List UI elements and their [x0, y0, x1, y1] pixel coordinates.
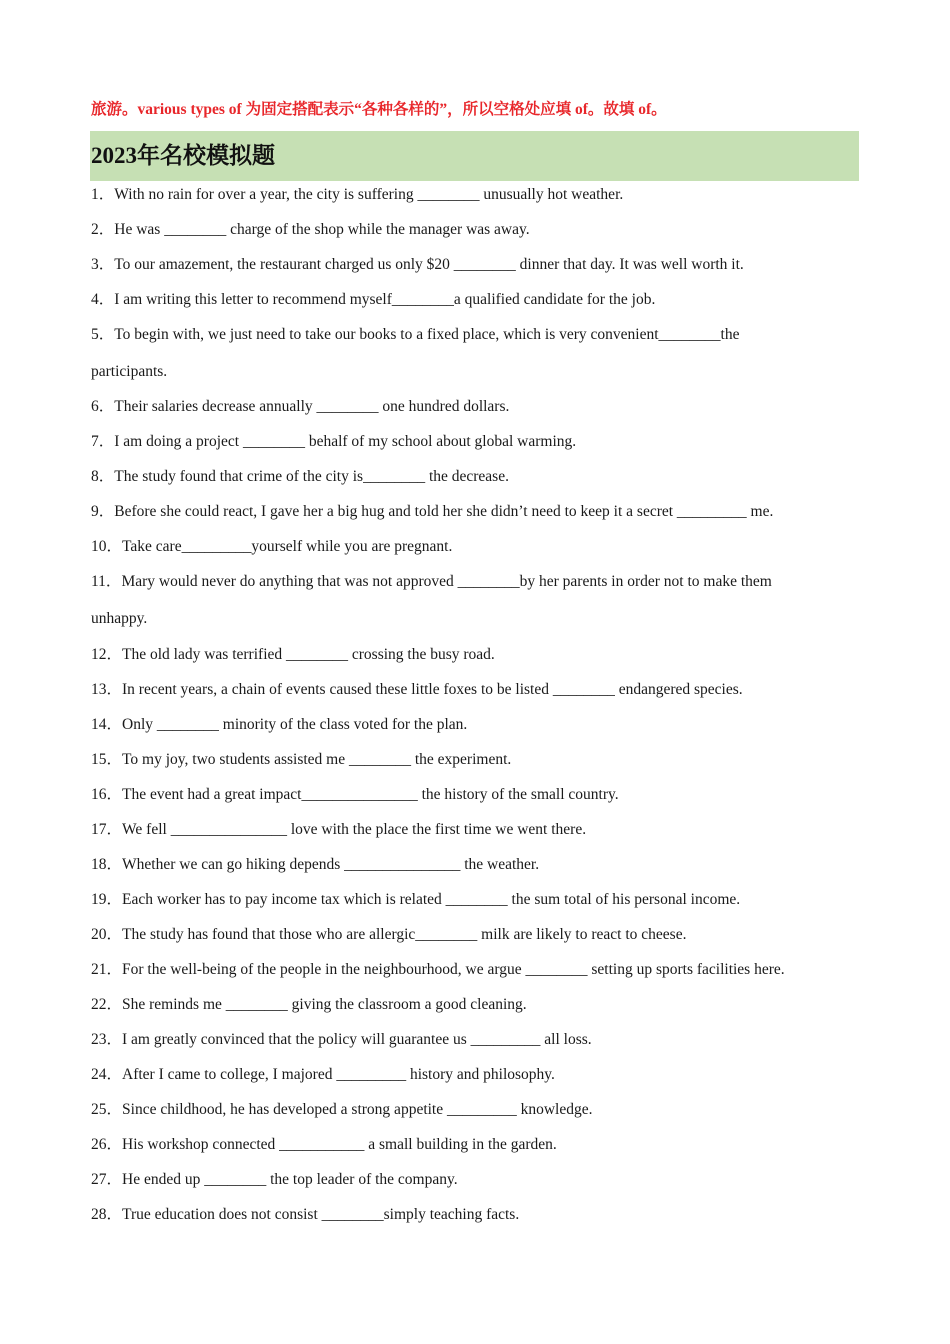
question-number: 13． — [91, 681, 123, 698]
question-text: To my joy, two students assisted me ________ the experiment. — [122, 751, 512, 768]
question-text: The old lady was terrified ________ crossing the busy road. — [122, 646, 495, 663]
question-number: 22． — [91, 996, 123, 1013]
answer-explanation-note: 旅游。various types of 为固定搭配表示“各种各样的”，所以空格处应填 of。故填 of。 — [91, 101, 667, 118]
question-text-continuation: unhappy. — [91, 610, 148, 627]
question-item — [91, 1134, 851, 1156]
question-number: 12． — [91, 646, 123, 663]
question-number: 7． — [91, 433, 115, 450]
question-item — [91, 749, 851, 771]
question-number: 27． — [91, 1171, 123, 1188]
question-number: 21． — [91, 961, 123, 978]
question-text: Take care_________yourself while you are pregnant. — [122, 538, 453, 555]
question-text: Their salaries decrease annually ________ one hundred dollars. — [114, 398, 510, 415]
question-text: The study found that crime of the city is________ the decrease. — [114, 468, 509, 485]
question-number: 18． — [91, 856, 123, 873]
question-text-continuation: participants. — [91, 363, 168, 380]
question-text: She reminds me ________ giving the classroom a good cleaning. — [122, 996, 527, 1013]
question-item — [91, 396, 851, 418]
question-item — [91, 889, 851, 911]
question-number: 20． — [91, 926, 123, 943]
question-item — [91, 501, 851, 523]
question-number: 24． — [91, 1066, 123, 1083]
question-text: I am greatly convinced that the policy will guarantee us _________ all loss. — [122, 1031, 592, 1048]
question-number: 26． — [91, 1136, 123, 1153]
question-item — [91, 1169, 851, 1191]
question-number: 1． — [91, 186, 115, 203]
section-header-bar — [90, 131, 859, 181]
question-item — [91, 431, 851, 453]
question-number: 8． — [91, 468, 115, 485]
question-number: 10． — [91, 538, 123, 555]
question-number: 17． — [91, 821, 123, 838]
question-text: Since childhood, he has developed a strong appetite _________ knowledge. — [122, 1101, 593, 1118]
question-text: The event had a great impact_______________ the history of the small country. — [122, 786, 619, 803]
question-item — [91, 1064, 851, 1086]
question-number: 4． — [91, 291, 115, 308]
question-number: 14． — [91, 716, 123, 733]
question-number: 9． — [91, 503, 115, 520]
question-item — [91, 289, 851, 311]
section-title: 2023年名校模拟题 — [91, 143, 275, 168]
question-item — [91, 959, 851, 981]
question-text: His workshop connected ___________ a small building in the garden. — [122, 1136, 557, 1153]
question-text: In recent years, a chain of events caused these little foxes to be listed ________ endangered species. — [122, 681, 743, 698]
question-number: 25． — [91, 1101, 123, 1118]
question-text: We fell _______________ love with the place the first time we went there. — [122, 821, 587, 838]
question-text: For the well-being of the people in the neighbourhood, we argue ________ setting up sports facilities here. — [122, 961, 785, 978]
question-number: 11． — [91, 573, 122, 590]
question-text: I am doing a project ________ behalf of my school about global warming. — [114, 433, 577, 450]
question-text: True education does not consist ________simply teaching facts. — [122, 1206, 520, 1223]
question-item — [91, 714, 851, 736]
question-text: Mary would never do anything that was not approved ________by her parents in order not to make them — [121, 573, 772, 590]
question-item — [91, 994, 851, 1016]
question-item — [91, 1099, 851, 1121]
question-item — [91, 254, 851, 276]
question-text: To begin with, we just need to take our books to a fixed place, which is very convenient________the — [114, 326, 740, 343]
question-number: 16． — [91, 786, 123, 803]
question-number: 5． — [91, 326, 115, 343]
question-item — [91, 1204, 851, 1226]
question-item — [91, 571, 851, 630]
question-item — [91, 219, 851, 241]
question-number: 15． — [91, 751, 123, 768]
question-number: 19． — [91, 891, 123, 908]
question-item — [91, 784, 851, 806]
question-item — [91, 819, 851, 841]
question-item — [91, 466, 851, 488]
question-text: He was ________ charge of the shop while the manager was away. — [114, 221, 530, 238]
question-number: 23． — [91, 1031, 123, 1048]
question-text: The study has found that those who are allergic________ milk are likely to react to cheese. — [122, 926, 687, 943]
question-text: I am writing this letter to recommend myself________a qualified candidate for the job. — [114, 291, 656, 308]
question-item — [91, 536, 851, 558]
question-item — [91, 324, 851, 383]
question-number: 6． — [91, 398, 115, 415]
question-text: With no rain for over a year, the city is suffering ________ unusually hot weather. — [114, 186, 624, 203]
question-text: He ended up ________ the top leader of the company. — [122, 1171, 458, 1188]
question-item — [91, 1029, 851, 1051]
question-text: Only ________ minority of the class voted for the plan. — [122, 716, 468, 733]
question-item — [91, 924, 851, 946]
question-item — [91, 644, 851, 666]
question-item — [91, 679, 851, 701]
question-item — [91, 854, 851, 876]
question-text: To our amazement, the restaurant charged us only $20 ________ dinner that day. It was well worth it. — [114, 256, 744, 273]
question-text: Whether we can go hiking depends _______________ the weather. — [122, 856, 540, 873]
question-text: Each worker has to pay income tax which is related ________ the sum total of his personal income. — [122, 891, 741, 908]
question-number: 3． — [91, 256, 115, 273]
question-text: Before she could react, I gave her a big hug and told her she didn’t need to keep it a secret _________ me. — [114, 503, 774, 520]
question-text: After I came to college, I majored _________ history and philosophy. — [122, 1066, 555, 1083]
question-item — [91, 184, 851, 206]
question-number: 28． — [91, 1206, 123, 1223]
question-number: 2． — [91, 221, 115, 238]
